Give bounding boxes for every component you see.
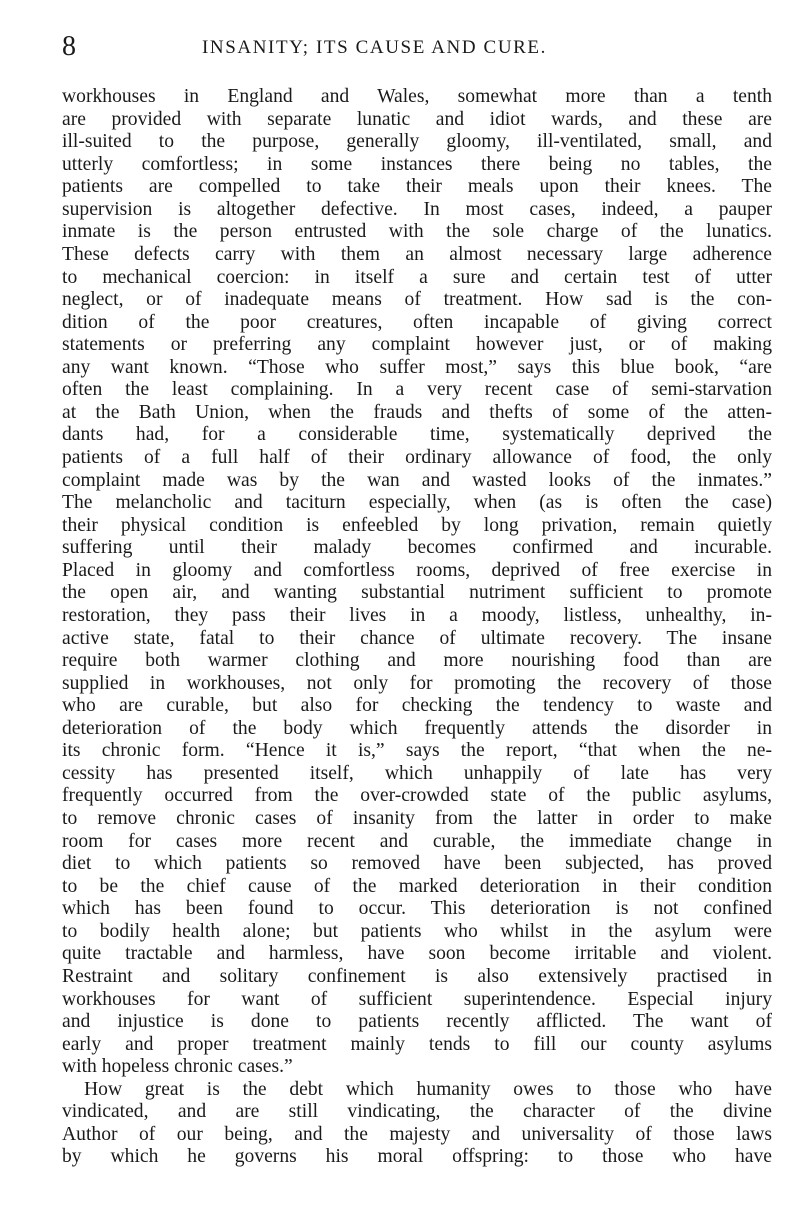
text-line: How great is the debt which humanity owes to those who have bbox=[84, 1078, 772, 1100]
text-line: patients of a full half of their ordinary allowance of food, the only bbox=[62, 447, 772, 468]
text-line: frequently occurred from the over-crowded state of the public asylums, bbox=[62, 785, 772, 807]
text-line: often the least complaining. In a very recent case of semi-starvation bbox=[62, 379, 772, 401]
text-line: ill-suited to the purpose, generally gloomy, ill-ventilated, small, and bbox=[62, 131, 772, 153]
text-line: are provided with separate lunatic and idiot wards, and these are bbox=[62, 108, 772, 130]
body-text bbox=[62, 86, 772, 1169]
text-line: restoration, they pass their lives in a moody, listless, unhealthy, in- bbox=[62, 604, 772, 626]
text-line: any want known. “Those who suffer most,” says this blue book, “are bbox=[62, 356, 772, 378]
text-line: dants had, for a considerable time, systematically deprived the bbox=[62, 424, 772, 446]
text-line: to be the chief cause of the marked deterioration in their condition bbox=[62, 875, 772, 897]
text-line: to remove chronic cases of insanity from the latter in order to make bbox=[62, 808, 772, 829]
text-line: These defects carry with them an almost necessary large adherence bbox=[62, 243, 772, 265]
text-line: and injustice is done to patients recently afflicted. The want of bbox=[62, 1011, 772, 1033]
text-line: dition of the poor creatures, often incapable of giving correct bbox=[62, 311, 772, 333]
text-line: to bodily health alone; but patients who whilst in the asylum were bbox=[62, 920, 772, 942]
text-line: which has been found to occur. This deterioration is not confined bbox=[62, 898, 772, 920]
text-line: inmate is the person entrusted with the sole charge of the lunatics. bbox=[62, 221, 772, 243]
text-line: at the Bath Union, when the frauds and thefts of some of the atten- bbox=[62, 401, 772, 423]
text-line: its chronic form. “Hence it is,” says the report, “that when the ne- bbox=[62, 740, 772, 762]
text-line: who are curable, but also for checking the tendency to waste and bbox=[62, 695, 772, 717]
text-line: statements or preferring any complaint however just, or of making bbox=[62, 334, 772, 356]
text-line: Placed in gloomy and comfortless rooms, deprived of free exercise in bbox=[62, 559, 772, 581]
page-number: 8 bbox=[62, 31, 76, 62]
text-line: deterioration of the body which frequently attends the disorder in bbox=[62, 717, 772, 739]
text-line: patients are compelled to take their meals upon their knees. The bbox=[62, 176, 772, 198]
running-title: INSANITY; ITS CAUSE AND CURE. bbox=[202, 37, 547, 58]
text-line: room for cases more recent and curable, the immediate change in bbox=[62, 830, 772, 852]
text-line: Author of our being, and the majesty and universality of those laws bbox=[62, 1123, 772, 1145]
text-line: to mechanical coercion: in itself a sure and certain test of utter bbox=[62, 266, 772, 288]
text-line: suffering until their malady becomes confirmed and incurable. bbox=[62, 537, 772, 559]
text-line: diet to which patients so removed have been subjected, has proved bbox=[62, 853, 772, 875]
text-line: workhouses for want of sufficient superintendence. Especial injury bbox=[62, 988, 772, 1010]
text-line: early and proper treatment mainly tends to fill our county asylums bbox=[62, 1033, 772, 1055]
text-line: their physical condition is enfeebled by long privation, remain quietly bbox=[62, 514, 772, 536]
text-line: utterly comfortless; in some instances there being no tables, the bbox=[62, 153, 772, 175]
text-line: quite tractable and harmless, have soon become irritable and violent. bbox=[62, 943, 772, 965]
text-line: Restraint and solitary confinement is also extensively practised in bbox=[62, 965, 772, 987]
text-line: by which he governs his moral offspring: to those who have bbox=[62, 1146, 772, 1168]
text-line: the open air, and wanting substantial nutriment sufficient to promote bbox=[62, 582, 772, 604]
text-line: supplied in workhouses, not only for promoting the recovery of those bbox=[62, 672, 772, 694]
text-line: require both warmer clothing and more nourishing food than are bbox=[62, 650, 772, 672]
text-line: workhouses in England and Wales, somewhat more than a tenth bbox=[62, 86, 772, 107]
text-line: neglect, or of inadequate means of treatment. How sad is the con- bbox=[62, 289, 772, 311]
text-line: with hopeless chronic cases.” bbox=[62, 1056, 293, 1078]
text-line: The melancholic and taciturn especially, when (as is often the case) bbox=[62, 492, 772, 514]
text-line: complaint made was by the wan and wasted looks of the inmates.” bbox=[62, 469, 772, 491]
text-line: cessity has presented itself, which unhappily of late has very bbox=[62, 762, 772, 784]
text-line: active state, fatal to their chance of ultimate recovery. The insane bbox=[62, 627, 772, 649]
text-line: vindicated, and are still vindicating, the character of the divine bbox=[62, 1101, 772, 1123]
text-line: supervision is altogether defective. In most cases, indeed, a pauper bbox=[62, 198, 772, 220]
page-header bbox=[62, 30, 772, 64]
